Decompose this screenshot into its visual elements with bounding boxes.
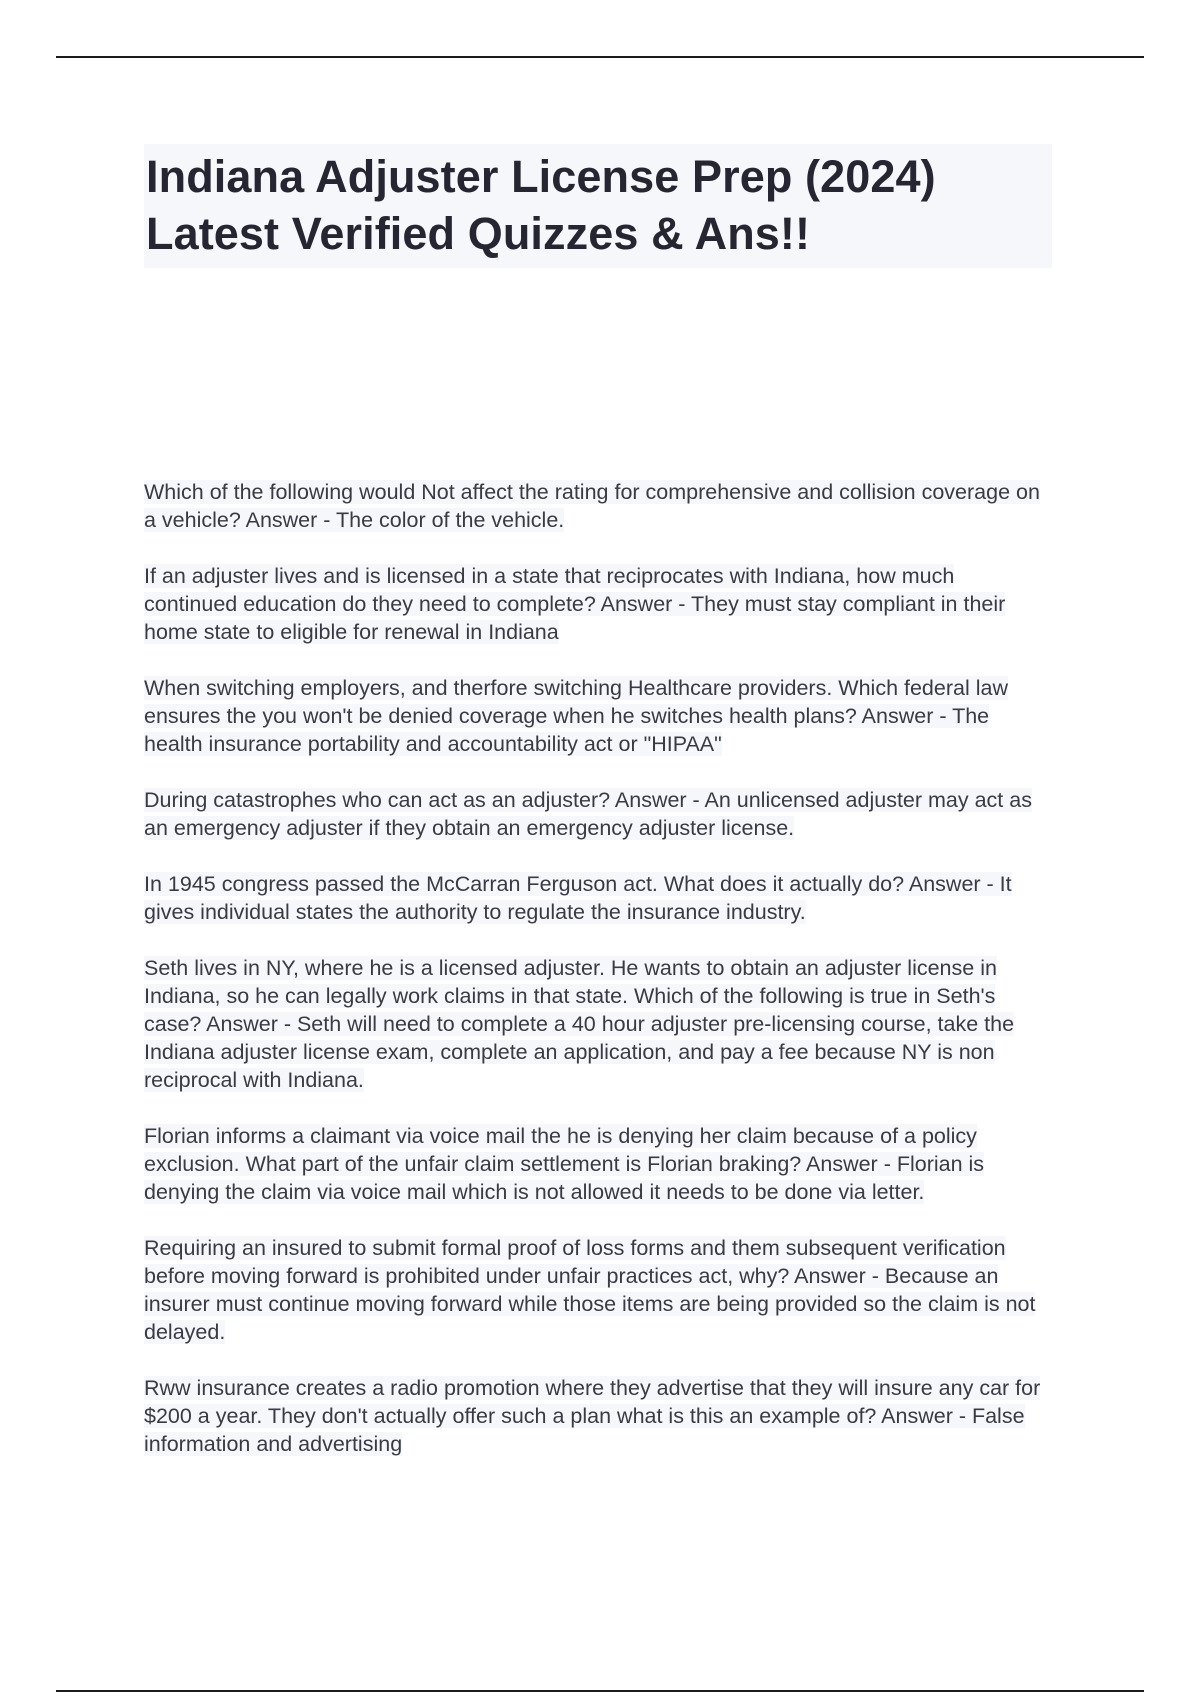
document-title [144,144,1052,268]
qa-item [144,870,1044,926]
qa-text: Which of the following would Not affect the rating for comprehensive and collision coverage on a vehicle? Answer - The color of the vehicle. [144,480,1040,532]
qa-text: Rww insurance creates a radio promotion where they advertise that they will insure any car for $200 a year. They don't actually offer such a plan what is this an example of? Answer - False information and advertising [144,1376,1041,1456]
qa-item [144,674,1044,758]
qa-text: When switching employers, and therfore switching Healthcare providers. Which federal law ensures the you won't be denied coverage when he switches health plans? Answer - The health insurance portability and accountability act or "HIPAA" [144,676,1008,756]
qa-text: Seth lives in NY, where he is a licensed adjuster. He wants to obtain an adjuster license in Indiana, so he can legally work claims in that state. Which of the following is true in Seth's case? Answer - Seth will need to complete a 40 hour adjuster pre-licensing course, take the Indiana adjuster license exam, complete an application, and pay a fee because NY is non reciprocal with Indiana. [144,956,1015,1092]
qa-list [144,478,1044,1486]
qa-text: During catastrophes who can act as an adjuster? Answer - An unlicensed adjuster may act as an emergency adjuster if they obtain an emergency adjuster license. [144,788,1032,840]
qa-text: Florian informs a claimant via voice mail the he is denying her claim because of a policy exclusion. What part of the unfair claim settlement is Florian braking? Answer - Florian is denying the claim via voice mail which is not allowed it needs to be done via letter. [144,1124,985,1204]
title-line-1: Indiana Adjuster License Prep (2024) [146,151,936,202]
qa-item [144,478,1044,534]
qa-item [144,954,1044,1094]
qa-text: If an adjuster lives and is licensed in a state that reciprocates with Indiana, how much continued education do they need to complete? Answer - They must stay compliant in their home state to eligible for renewal in Indiana [144,564,1006,644]
qa-item [144,1122,1044,1206]
qa-text: In 1945 congress passed the McCarran Ferguson act. What does it actually do? Answer - It gives individual states the authority to regulate the insurance industry. [144,872,1012,924]
qa-item [144,1374,1044,1458]
qa-item [144,786,1044,842]
top-divider [56,56,1144,58]
qa-item [144,562,1044,646]
qa-text: Requiring an insured to submit formal proof of loss forms and them subsequent verification before moving forward is prohibited under unfair practices act, why? Answer - Because an insurer must continue moving forward while those items are being provided so the claim is not delayed. [144,1236,1036,1344]
title-line-2: Latest Verified Quizzes & Ans!! [146,208,811,259]
qa-item [144,1234,1044,1346]
bottom-divider [56,1690,1144,1692]
